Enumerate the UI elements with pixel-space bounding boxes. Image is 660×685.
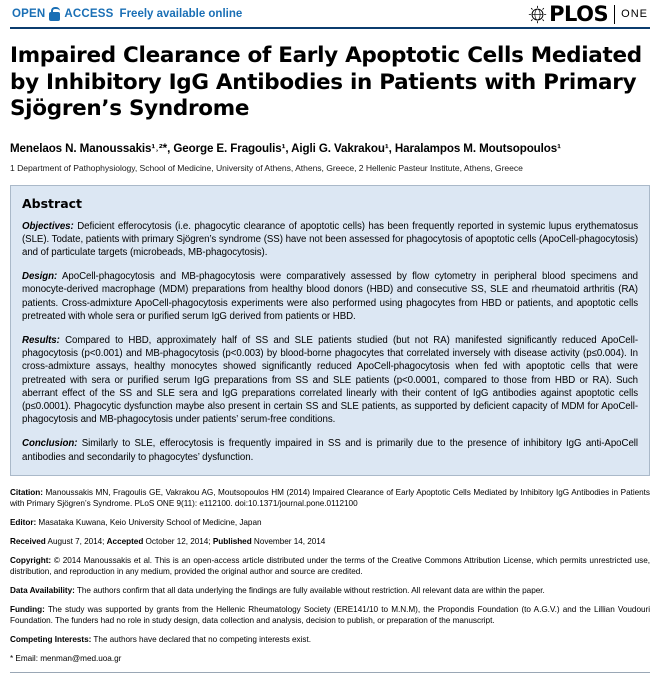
published-date: November 14, 2014 <box>251 536 326 546</box>
funding-text: The study was supported by grants from the Hellenic Rheumatology Society (ERE141/10 to M.N.M), the Propondis Foundation (to A.G.V.) and the Lillian Voudouri Foundation. The funders had no role in study design, data collection and analysis, decision to publish, or preparation of the manuscript. <box>10 604 650 625</box>
affiliation-list: 1 Department of Pathophysiology, School of Medicine, University of Athens, Athens, Greece, 2 Hellenic Pasteur Institute, Athens, Greece <box>10 162 523 173</box>
data-availability-label: Data Availability: <box>10 585 75 595</box>
funding-label: Funding: <box>10 604 45 614</box>
accepted-label: Accepted <box>106 536 144 546</box>
data-availability-text: The authors confirm that all data underlying the findings are fully available without restriction. All relevant data are within the paper. <box>74 585 545 595</box>
editor-line <box>10 517 650 528</box>
data-availability-line <box>10 585 650 596</box>
funding-line <box>10 604 650 626</box>
abstract-label-results: Results: <box>22 334 60 346</box>
plos-wordmark: PLOS <box>549 1 609 26</box>
editor-text: Masataka Kuwana, Keio University School of Medicine, Japan <box>36 517 262 527</box>
plos-globe-icon <box>528 5 547 24</box>
article-metadata <box>10 487 650 673</box>
page-header <box>10 0 650 26</box>
abstract-label-design: Design: <box>22 271 58 283</box>
author-list: Menelaos N. Manoussakis¹˒²*, George E. Fragoulis¹, Aigli G. Vakrakou¹, Haralampos M. Moutsopoulos¹ <box>10 141 561 155</box>
open-access-banner[interactable] <box>12 7 242 22</box>
abstract-label-conclusion: Conclusion: <box>22 438 78 450</box>
freely-available-label: Freely available online <box>119 8 243 20</box>
logo-divider <box>614 5 615 24</box>
copyright-text: © 2014 Manoussakis et al. This is an open-access article distributed under the terms of the Creative Commons Attribution License, which permits unrestricted use, distribution, and reproduction in any medium, provided the original author and source are credited. <box>10 555 650 576</box>
plos-logo[interactable] <box>528 1 648 26</box>
editor-label: Editor: <box>10 517 37 527</box>
access-label: ACCESS <box>64 8 114 20</box>
competing-interests-text: The authors have declared that no competing interests exist. <box>91 634 311 644</box>
citation-line <box>10 487 650 509</box>
abstract-label-objectives: Objectives: <box>22 220 74 232</box>
abstract-section-results <box>22 334 638 426</box>
abstract-text-objectives: Deficient efferocytosis (i.e. phagocytic clearance of apoptotic cells) has been frequently reported in systemic lupus erythematosus (SLE). Todate, patients with primary Sjögren’s syndrome (SS) have not been assessed for phagocytosis of apoptotic cells (ApoCell-phagocytosis) and of particulate targets (microbeads, MB-phagocytosis). <box>22 220 638 258</box>
citation-label: Citation: <box>10 487 43 497</box>
page-title: Impaired Clearance of Early Apoptotic Cells Mediated by Inhibitory IgG Antibodies in Patients with Primary Sjögren’s Syndrome <box>10 43 642 121</box>
abstract-section-objectives <box>22 220 638 260</box>
abstract-section-conclusion <box>22 437 638 463</box>
received-date: August 7, 2014; <box>45 536 107 546</box>
abstract-box <box>10 185 650 476</box>
abstract-text-conclusion: Similarly to SLE, efferocytosis is frequently impaired in SS and is primarily due to the presence of inhibitory IgG anti-ApoCell antibodies and secondarily to phagocytes’ dysfunction. <box>22 438 638 463</box>
copyright-line <box>10 555 650 577</box>
published-label: Published <box>212 536 252 546</box>
journal-name: ONE <box>621 8 648 20</box>
open-label: OPEN <box>12 8 46 20</box>
abstract-section-design <box>22 270 638 323</box>
competing-interests-label: Competing Interests: <box>10 634 92 644</box>
received-label: Received <box>10 536 46 546</box>
copyright-label: Copyright: <box>10 555 52 565</box>
lock-icon <box>48 7 61 22</box>
header-rule <box>10 27 650 29</box>
citation-text: Manoussakis MN, Fragoulis GE, Vakrakou AG, Moutsopoulos HM (2014) Impaired Clearance of Early Apoptotic Cells Mediated by Inhibitory IgG Antibodies in Patients with Primary Sjögren’s Syndrome. PLoS ONE 9(11): e112100. doi:10.1371/journal.pone.0112100 <box>10 487 650 508</box>
abstract-text-design: ApoCell-phagocytosis and MB-phagocytosis were comparatively assessed by flow cytometry in peripheral blood specimens and monocyte-derived macrophage (MDM) preparations from healthy blood donors (HBD) and consecutive SS, SLE and rheumatoid arthritis (RA) patients. Cross-admixture ApoCell-phagocytosis experiments were also performed using phagocytes from HBD or patients, and apoptotic cells pretreated with whole sera or purified serum IgG derived from patients or HBD. <box>22 271 638 322</box>
competing-interests-line <box>10 634 650 645</box>
abstract-heading: Abstract <box>22 195 83 211</box>
corresponding-email-line: * Email: menman@med.uoa.gr <box>10 653 122 663</box>
accepted-date: October 12, 2014; <box>143 536 213 546</box>
abstract-text-results: Compared to HBD, approximately half of SS and SLE patients studied (but not RA) manifested significantly reduced ApoCell-phagocytosis (p<0.001) and MB-phagocytosis (p<0.003) by blood-borne phagocytes that correlated inversely with disease activity (p≤0.004). In cross-admixture assays, healthy monocytes showed significantly reduced ApoCell-phagocytosis when fed with apoptotic cells that were pretreated with sera or purified serum IgG preparations from SS and SLE patients (p<0.0001, compared to those from HBD or RA). Such aberrant effect of the SS and SLE sera and IgG preparations correlated linearly with their content of IgG antibodies against apoptotic cells (p≤0.0001). Phagocytic dysfunction maybe also present in certain SS and SLE patients, as supported by deficient capacity of MDM for ApoCell-phagocytosis and MB-phagocytosis under patients’ serum-free conditions. <box>22 334 638 426</box>
dates-line <box>10 536 650 547</box>
